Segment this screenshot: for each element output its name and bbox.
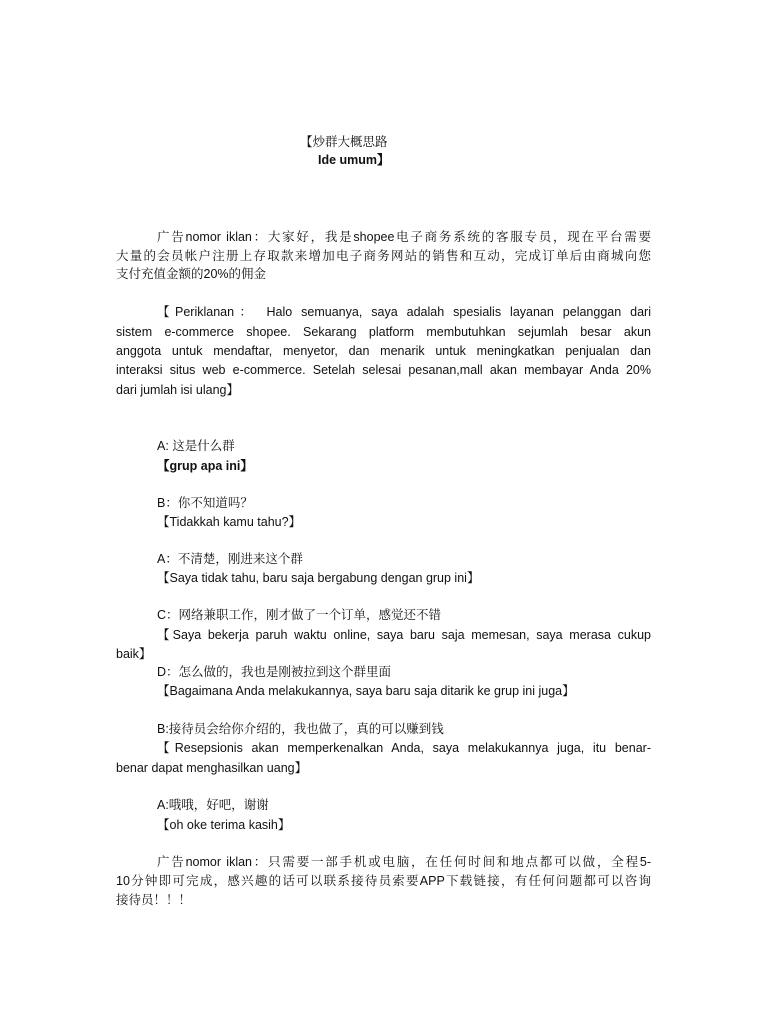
text-line: interaksi situs web e-commerce. Setelah selesai pesanan,mall akan membayar Anda 20% [116,363,651,377]
text-line: 10分钟即可完成，感兴趣的话可以联系接待员索要APP下载链接，有任何问题都可以咨询 [116,874,651,888]
text-line: 支付充值金额的20%的佣金 [116,267,267,281]
text-line: 接待员！！！ [116,893,192,907]
title-line-1: 【炒群大概思路 [300,135,388,149]
text-line: 广告nomor iklan：只需要一部手机或电脑，在任何时间和地点都可以做，全程5- [157,855,651,869]
dialogue-translation-line: 【grup apa ini】 [157,459,253,473]
text-line: dari jumlah isi ulang】 [116,383,239,397]
dialogue-translation-line: 【Resepsionis akan memperkenalkan Anda, saya melakukannya juga, itu benar- [157,741,651,755]
dialogue-translation-line: 【Saya tidak tahu, baru saja bergabung dengan grup ini】 [157,571,480,585]
dialogue-original-line: C：网络兼职工作，刚才做了一个订单，感觉还不错 [157,608,442,622]
dialogue-translation-line: 【Saya bekerja paruh waktu online, saya baru saja memesan, saya merasa cukup [157,628,651,642]
title-line-2: Ide umum】 [318,153,390,167]
text-line: 【Periklanan： Halo semuanya, saya adalah spesialis layanan pelanggan dari [157,305,651,319]
dialogue-translation-line: benar dapat menghasilkan uang】 [116,761,308,775]
dialogue-translation-line: 【oh oke terima kasih】 [157,818,291,832]
dialogue-translation-line: 【Tidakkah kamu tahu?】 [157,515,302,529]
text-line: 大量的会员帐户注册上存取款来增加电子商务网站的销售和互动，完成订单后由商城向您 [116,249,651,263]
dialogue-translation-line: baik】 [116,647,152,661]
dialogue-original-line: A：不清楚，刚进来这个群 [157,552,303,566]
dialogue-original-line: D：怎么做的，我也是刚被拉到这个群里面 [157,665,392,679]
dialogue-original-line: A: 这是什么群 [157,439,235,453]
dialogue-original-line: A:哦哦，好吧，谢谢 [157,798,269,812]
dialogue-translation-line: 【Bagaimana Anda melakukannya, saya baru saja ditarik ke grup ini juga】 [157,684,575,698]
text-line: sistem e-commerce shopee. Sekarang platform membutuhkan sejumlah besar akun [116,325,651,339]
text-line: 广告nomor iklan：大家好，我是shopee电子商务系统的客服专员，现在平台需要 [157,230,651,244]
dialogue-original-line: B:接待员会给你介绍的，我也做了，真的可以赚到钱 [157,722,444,736]
dialogue-original-line: B：你不知道吗？ [157,496,253,510]
text-line: anggota untuk mendaftar, menyetor, dan menarik untuk meningkatkan penjualan dan [116,344,651,358]
